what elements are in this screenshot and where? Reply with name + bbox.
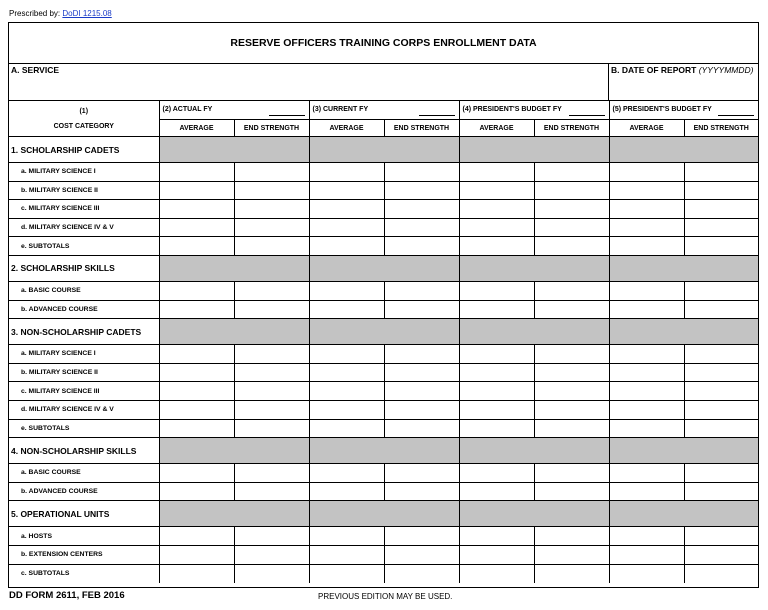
end-strength-input[interactable] [534, 181, 609, 200]
average-input[interactable] [609, 300, 684, 319]
average-input[interactable] [459, 363, 534, 382]
average-input[interactable] [609, 218, 684, 237]
enrollment-form [8, 22, 759, 588]
line-item-row [9, 545, 758, 564]
section-row [9, 255, 758, 281]
end-strength-input[interactable] [384, 200, 459, 219]
average-input[interactable] [459, 527, 534, 546]
line-item-row [9, 218, 758, 237]
end-strength-input[interactable] [534, 163, 609, 182]
end-strength-input[interactable] [234, 163, 309, 182]
end-strength-input[interactable] [684, 300, 758, 319]
shaded-cell [309, 255, 459, 281]
line-item-label: a. BASIC COURSE [9, 464, 159, 483]
line-item-row [9, 237, 758, 256]
average-input[interactable] [309, 218, 384, 237]
average-input[interactable] [609, 345, 684, 364]
average-input[interactable] [309, 564, 384, 583]
average-input[interactable] [309, 419, 384, 438]
average-input[interactable] [159, 527, 234, 546]
shaded-cell [309, 438, 459, 464]
end-strength-header: END STRENGTH [534, 120, 609, 137]
end-strength-input[interactable] [534, 382, 609, 401]
fy-year-line [718, 115, 754, 116]
end-strength-input[interactable] [534, 545, 609, 564]
average-input[interactable] [159, 345, 234, 364]
line-item-row [9, 363, 758, 382]
average-input[interactable] [609, 545, 684, 564]
fy-year-line [419, 115, 455, 116]
average-input[interactable] [159, 237, 234, 256]
average-input[interactable] [609, 400, 684, 419]
end-strength-input[interactable] [234, 527, 309, 546]
service-label: A. SERVICE [11, 65, 60, 75]
shaded-cell [459, 255, 609, 281]
average-input[interactable] [309, 281, 384, 300]
end-strength-input[interactable] [234, 382, 309, 401]
end-strength-input[interactable] [534, 564, 609, 583]
average-input[interactable] [309, 237, 384, 256]
shaded-cell [159, 319, 309, 345]
line-item-label: b. ADVANCED COURSE [9, 482, 159, 501]
section-title: 1. SCHOLARSHIP CADETS [9, 137, 159, 163]
average-input[interactable] [159, 419, 234, 438]
end-strength-input[interactable] [384, 281, 459, 300]
line-item-label: d. MILITARY SCIENCE IV & V [9, 218, 159, 237]
line-item-label: c. SUBTOTALS [9, 564, 159, 583]
line-item-row [9, 300, 758, 319]
dodi-link[interactable]: DoDI 1215.08 [62, 9, 112, 18]
end-strength-input[interactable] [234, 400, 309, 419]
average-input[interactable] [159, 281, 234, 300]
average-input[interactable] [609, 419, 684, 438]
line-item-label: b. ADVANCED COURSE [9, 300, 159, 319]
shaded-cell [159, 501, 309, 527]
average-input[interactable] [309, 345, 384, 364]
fy-label: (2) ACTUAL FY [162, 106, 213, 113]
fy-header-budget-1[interactable] [459, 101, 609, 120]
fy-header-current[interactable] [309, 101, 459, 120]
line-item-row [9, 181, 758, 200]
section-title: 2. SCHOLARSHIP SKILLS [9, 255, 159, 281]
average-input[interactable] [309, 200, 384, 219]
end-strength-input[interactable] [234, 281, 309, 300]
end-strength-input[interactable] [534, 419, 609, 438]
end-strength-header: END STRENGTH [684, 120, 758, 137]
line-item-label: e. SUBTOTALS [9, 237, 159, 256]
end-strength-input[interactable] [534, 218, 609, 237]
line-item-row [9, 382, 758, 401]
average-input[interactable] [459, 419, 534, 438]
prescribed-label: Prescribed by: [9, 9, 61, 18]
end-strength-input[interactable] [684, 545, 758, 564]
edition-note: PREVIOUS EDITION MAY BE USED. [318, 592, 453, 601]
end-strength-input[interactable] [234, 237, 309, 256]
shaded-cell [459, 438, 609, 464]
end-strength-input[interactable] [684, 363, 758, 382]
shaded-cell [609, 319, 758, 345]
end-strength-input[interactable] [384, 300, 459, 319]
average-input[interactable] [159, 181, 234, 200]
average-input[interactable] [159, 218, 234, 237]
end-strength-input[interactable] [384, 419, 459, 438]
average-input[interactable] [459, 237, 534, 256]
end-strength-input[interactable] [534, 200, 609, 219]
date-label: B. DATE OF REPORT [611, 65, 697, 75]
end-strength-input[interactable] [684, 218, 758, 237]
line-item-row [9, 345, 758, 364]
average-input[interactable] [459, 464, 534, 483]
end-strength-input[interactable] [384, 163, 459, 182]
end-strength-input[interactable] [684, 181, 758, 200]
average-input[interactable] [609, 482, 684, 501]
section-title: 4. NON-SCHOLARSHIP SKILLS [9, 438, 159, 464]
shaded-cell [159, 137, 309, 163]
end-strength-input[interactable] [684, 237, 758, 256]
form-title: RESERVE OFFICERS TRAINING CORPS ENROLLMENT DATA [9, 23, 758, 64]
average-input[interactable] [459, 300, 534, 319]
line-item-label: b. MILITARY SCIENCE II [9, 181, 159, 200]
average-input[interactable] [459, 482, 534, 501]
section-title: 3. NON-SCHOLARSHIP CADETS [9, 319, 159, 345]
average-input[interactable] [159, 200, 234, 219]
end-strength-input[interactable] [384, 181, 459, 200]
end-strength-input[interactable] [384, 218, 459, 237]
shaded-cell [159, 438, 309, 464]
average-input[interactable] [309, 163, 384, 182]
date-of-report-field[interactable] [609, 63, 758, 101]
end-strength-input[interactable] [384, 237, 459, 256]
end-strength-input[interactable] [684, 482, 758, 501]
line-item-label: d. MILITARY SCIENCE IV & V [9, 400, 159, 419]
average-input[interactable] [159, 482, 234, 501]
average-header: AVERAGE [459, 120, 534, 137]
line-item-row [9, 200, 758, 219]
end-strength-input[interactable] [534, 527, 609, 546]
line-item-row [9, 400, 758, 419]
end-strength-input[interactable] [684, 345, 758, 364]
fy-header-actual[interactable] [159, 101, 309, 120]
end-strength-input[interactable] [384, 545, 459, 564]
average-input[interactable] [309, 527, 384, 546]
cost-category-header [9, 101, 159, 137]
average-input[interactable] [159, 564, 234, 583]
average-input[interactable] [159, 545, 234, 564]
line-item-label: c. MILITARY SCIENCE III [9, 382, 159, 401]
end-strength-input[interactable] [234, 218, 309, 237]
end-strength-input[interactable] [384, 363, 459, 382]
line-item-row [9, 527, 758, 546]
section-row [9, 137, 758, 163]
end-strength-input[interactable] [234, 545, 309, 564]
average-input[interactable] [309, 482, 384, 501]
enrollment-table [9, 100, 758, 583]
average-input[interactable] [159, 464, 234, 483]
shaded-cell [609, 501, 758, 527]
shaded-cell [609, 137, 758, 163]
date-format: (YYYYMMDD) [698, 65, 754, 75]
end-strength-input[interactable] [534, 345, 609, 364]
average-header: AVERAGE [309, 120, 384, 137]
end-strength-input[interactable] [684, 400, 758, 419]
cost-category-number: (1) [79, 108, 89, 115]
average-input[interactable] [159, 300, 234, 319]
shaded-cell [609, 438, 758, 464]
section-row [9, 501, 758, 527]
form-id: DD FORM 2611, FEB 2016 [9, 590, 125, 601]
average-input[interactable] [459, 281, 534, 300]
section-row [9, 438, 758, 464]
average-input[interactable] [609, 527, 684, 546]
line-item-row [9, 163, 758, 182]
line-item-label: b. MILITARY SCIENCE II [9, 363, 159, 382]
fy-year-line [569, 115, 605, 116]
end-strength-input[interactable] [384, 527, 459, 546]
shaded-cell [309, 501, 459, 527]
average-input[interactable] [609, 382, 684, 401]
fy-header-budget-2[interactable] [609, 101, 758, 120]
average-input[interactable] [159, 163, 234, 182]
shaded-cell [459, 319, 609, 345]
service-field[interactable] [9, 63, 609, 101]
end-strength-input[interactable] [534, 281, 609, 300]
end-strength-header: END STRENGTH [384, 120, 459, 137]
end-strength-input[interactable] [234, 200, 309, 219]
average-input[interactable] [159, 363, 234, 382]
prescribed-by [9, 9, 112, 18]
average-input[interactable] [459, 163, 534, 182]
average-input[interactable] [309, 382, 384, 401]
average-input[interactable] [459, 218, 534, 237]
end-strength-input[interactable] [684, 527, 758, 546]
end-strength-input[interactable] [234, 345, 309, 364]
end-strength-header: END STRENGTH [234, 120, 309, 137]
line-item-label: a. MILITARY SCIENCE I [9, 345, 159, 364]
end-strength-input[interactable] [384, 464, 459, 483]
line-item-row [9, 482, 758, 501]
fy-header-row [9, 101, 758, 120]
line-item-label: a. HOSTS [9, 527, 159, 546]
line-item-label: a. BASIC COURSE [9, 281, 159, 300]
end-strength-input[interactable] [384, 564, 459, 583]
end-strength-input[interactable] [684, 564, 758, 583]
average-input[interactable] [609, 464, 684, 483]
end-strength-input[interactable] [534, 300, 609, 319]
end-strength-input[interactable] [384, 482, 459, 501]
end-strength-input[interactable] [534, 400, 609, 419]
average-input[interactable] [459, 345, 534, 364]
average-input[interactable] [309, 300, 384, 319]
average-input[interactable] [309, 545, 384, 564]
section-row [9, 319, 758, 345]
end-strength-input[interactable] [384, 345, 459, 364]
shaded-cell [159, 255, 309, 281]
end-strength-input[interactable] [684, 419, 758, 438]
cost-category-label: COST CATEGORY [53, 123, 114, 130]
end-strength-input[interactable] [684, 163, 758, 182]
fy-label: (5) PRESIDENT'S BUDGET FY [612, 106, 712, 113]
average-input[interactable] [309, 363, 384, 382]
shaded-cell [609, 255, 758, 281]
average-input[interactable] [459, 564, 534, 583]
average-input[interactable] [459, 200, 534, 219]
end-strength-input[interactable] [684, 281, 758, 300]
line-item-label: b. EXTENSION CENTERS [9, 545, 159, 564]
end-strength-input[interactable] [534, 363, 609, 382]
average-header: AVERAGE [159, 120, 234, 137]
average-input[interactable] [459, 382, 534, 401]
end-strength-input[interactable] [234, 482, 309, 501]
average-header: AVERAGE [609, 120, 684, 137]
end-strength-input[interactable] [234, 300, 309, 319]
end-strength-input[interactable] [684, 382, 758, 401]
end-strength-input[interactable] [684, 464, 758, 483]
line-item-label: a. MILITARY SCIENCE I [9, 163, 159, 182]
end-strength-input[interactable] [234, 464, 309, 483]
average-input[interactable] [609, 281, 684, 300]
average-input[interactable] [609, 200, 684, 219]
end-strength-input[interactable] [684, 200, 758, 219]
average-input[interactable] [459, 545, 534, 564]
average-input[interactable] [459, 400, 534, 419]
end-strength-input[interactable] [234, 564, 309, 583]
shaded-cell [459, 137, 609, 163]
line-item-row [9, 464, 758, 483]
average-input[interactable] [609, 564, 684, 583]
average-input[interactable] [159, 382, 234, 401]
average-input[interactable] [309, 464, 384, 483]
end-strength-input[interactable] [534, 237, 609, 256]
line-item-row [9, 419, 758, 438]
shaded-cell [309, 319, 459, 345]
average-input[interactable] [309, 400, 384, 419]
line-item-row [9, 281, 758, 300]
end-strength-input[interactable] [384, 382, 459, 401]
average-input[interactable] [609, 237, 684, 256]
average-input[interactable] [609, 181, 684, 200]
average-input[interactable] [609, 363, 684, 382]
shaded-cell [309, 137, 459, 163]
average-input[interactable] [309, 181, 384, 200]
shaded-cell [459, 501, 609, 527]
end-strength-input[interactable] [534, 482, 609, 501]
line-item-row [9, 564, 758, 583]
fy-label: (4) PRESIDENT'S BUDGET FY [462, 106, 562, 113]
line-item-label: e. SUBTOTALS [9, 419, 159, 438]
end-strength-input[interactable] [534, 464, 609, 483]
end-strength-input[interactable] [234, 181, 309, 200]
average-input[interactable] [609, 163, 684, 182]
average-input[interactable] [459, 181, 534, 200]
end-strength-input[interactable] [234, 419, 309, 438]
section-title: 5. OPERATIONAL UNITS [9, 501, 159, 527]
end-strength-input[interactable] [384, 400, 459, 419]
average-input[interactable] [159, 400, 234, 419]
fy-label: (3) CURRENT FY [312, 106, 369, 113]
fy-year-line [269, 115, 305, 116]
end-strength-input[interactable] [234, 363, 309, 382]
line-item-label: c. MILITARY SCIENCE III [9, 200, 159, 219]
